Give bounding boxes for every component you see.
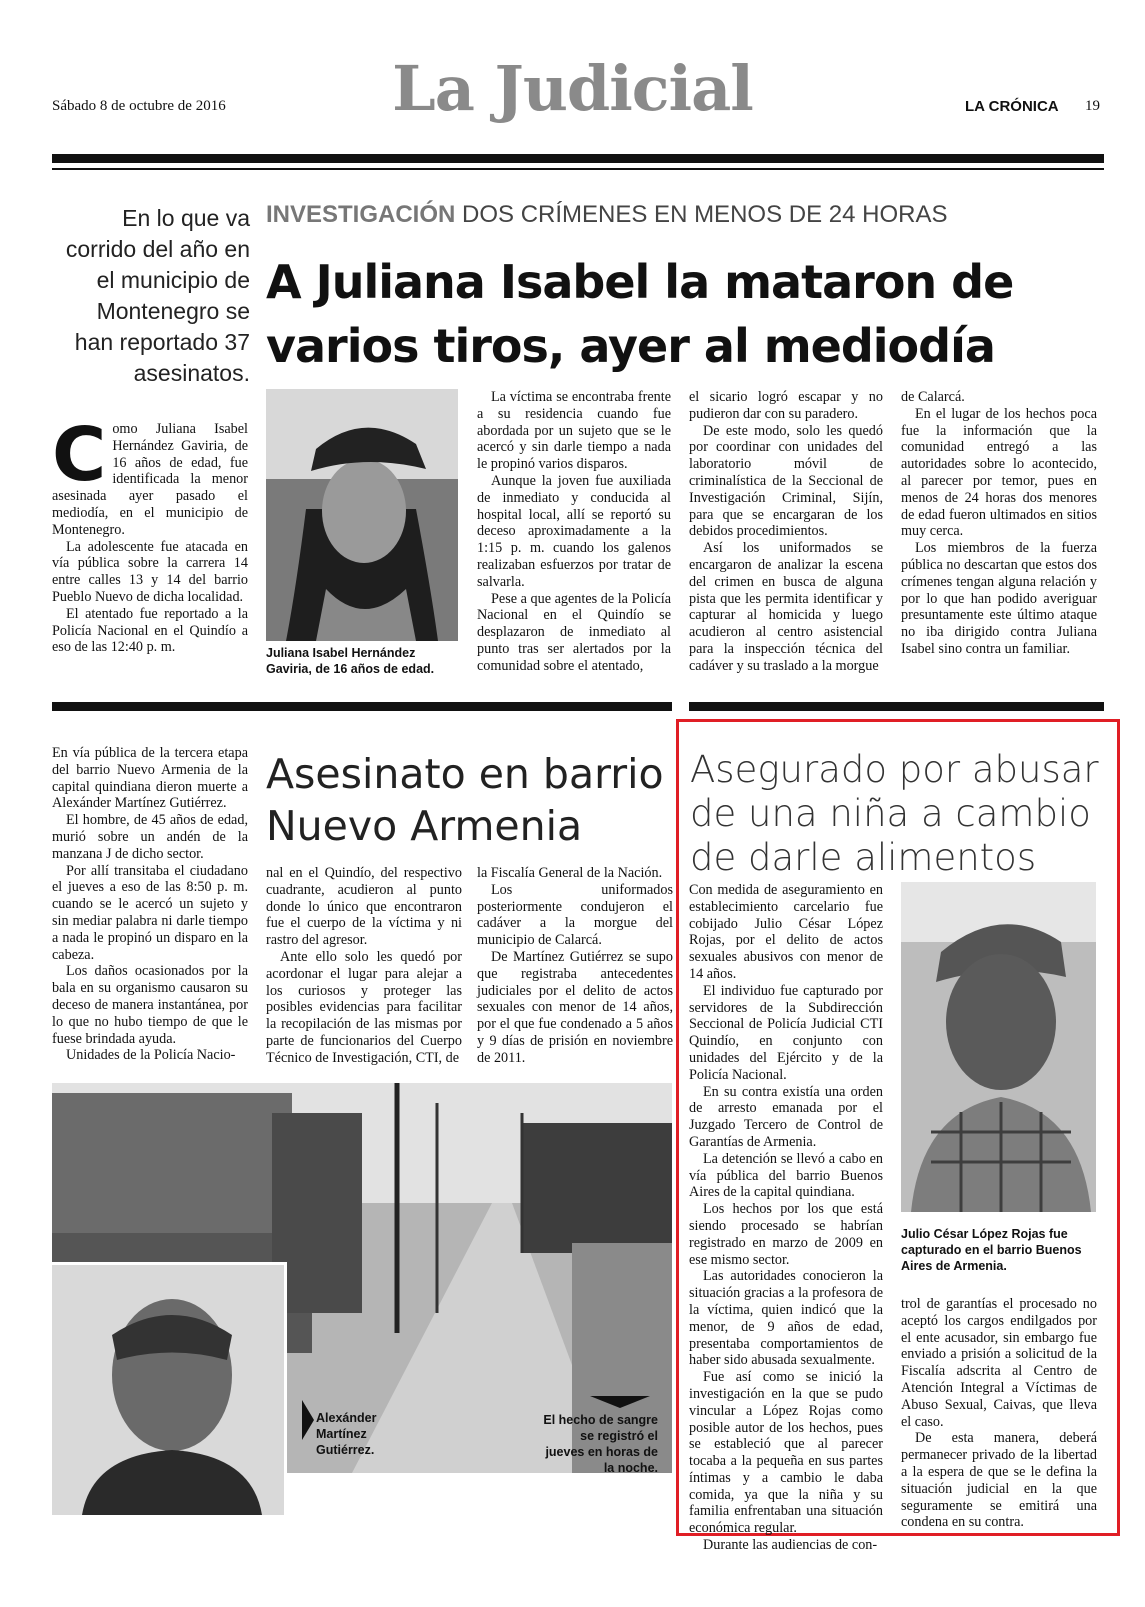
paragraph: Pese a que agentes de la Policía Nacional en el Quindío se desplazaron de inmediato al punto tras ser alertados por la comunidad sobre el atentado, <box>477 590 671 674</box>
suspect-photo-caption: Julio César López Rojas fue capturado en el barrio Buenos Aires de Armenia. <box>901 1227 1082 1273</box>
section-rule <box>52 702 672 711</box>
paragraph: Unidades de la Policía Nacio- <box>66 1047 236 1064</box>
story3-headline: Asegurado por abusar de una niña a cambio de darle alimentos <box>690 748 1099 879</box>
paragraph: omo Juliana Isabel Hernández Gaviria, de 16 años de edad, fue identificada la menor asesinada ayer pasado el mediodía, en el municipio de Montenegro. <box>52 421 248 538</box>
paragraph: Aunque la joven fue auxiliada de inmediato y conducida al hospital local, allí se reportó su deceso aproximadamente a la 1:15 p. m. cuando los galenos realizaban esfuerzos por tratar de salvarla. <box>477 472 671 590</box>
kicker <box>266 201 947 229</box>
paragraph: Fue así como se inició la investigación en la que se pudo vincular a López Rojas como posible autor de los hechos, pues se estableció que al parecer tocaba a la pequeña en sus partes íntimas y a cambio le daba comida, ya que la niña y su familia enfrentaban una situación económica regular. <box>689 1369 883 1537</box>
story3-column-2 <box>901 1296 1097 1531</box>
dropcap: C <box>52 412 107 498</box>
lead-column-5 <box>901 389 1097 658</box>
section-rule <box>689 702 1104 711</box>
paragraph: En el lugar de los hechos poca fue la información que la comunidad entregó a las autoridades sobre lo acontecido, al parecer por temor, pues en menos de 24 horas dos menores de edad fueron ultimados en sitios muy cerca. <box>901 405 1097 540</box>
paragraph: el sicario logró escapar y no pudieron dar con su paradero. <box>689 389 883 422</box>
lead-column-4 <box>689 389 883 675</box>
paragraph: El hombre, de 45 años de edad, murió sobre un andén de la manzana J de dicho sector. <box>52 812 248 862</box>
story2-column-1 <box>52 745 248 1064</box>
paragraph: El individuo fue capturado por servidores de la Subdirección Seccional de Policía Judicial CTI Quindío, en conjunto con unidades del Ejército y de la Policía Nacional. <box>689 982 883 1083</box>
paragraph: En su contra existía una orden de arresto emanada por el Juzgado Tercero de Control de Garantías de Armenia. <box>689 1083 883 1150</box>
paragraph: Durante las audiencias de con- <box>703 1537 878 1554</box>
suspect-photo <box>901 882 1096 1212</box>
victim2-caption: Alexánder Martínez Gutiérrez. <box>316 1411 377 1457</box>
paragraph: El atentado fue reportado a la Policía Nacional en el Quindío a eso de las 12:40 p. m. <box>52 605 248 656</box>
paragraph: De este modo, solo les quedó por coordinar con unidades del laboratorio móvil de criminalística de la Seccional de Investigación Criminal, Sijín, para que se encargaran de los debidos procedimientos. <box>689 422 883 540</box>
lead-column-1 <box>52 412 248 656</box>
kicker-text: DOS CRÍMENES EN MENOS DE 24 HORAS <box>462 201 948 228</box>
lead-column-3 <box>477 389 671 675</box>
story2-headline: Asesinato en barrio Nuevo Armenia <box>266 750 664 850</box>
paragraph: En vía pública de la tercera etapa del barrio Nuevo Armenia de la capital quindiana dieron muerte a Alexánder Martínez Gutiérrez. <box>52 745 248 812</box>
paragraph: La adolescente fue atacada en vía pública sobre la carrera 14 entre calles 13 y 14 del barrio Pueblo Nuevo de dicha localidad. <box>52 538 248 605</box>
paragraph: Los miembros de la fuerza pública no descartan que estos dos crímenes tengan alguna relación y por lo que han podido averiguar presuntamente este último ataque no iba dirigido contra Juliana Isabel sino contra un familiar. <box>901 540 1097 657</box>
paragraph: Así los uniformados se encargaron de analizar la escena del crimen en busca de alguna pista que les permita identificar y capturar al homicida y luego acudieron al centro asistencial para la inspección técnica del cadáver y su traslado a la morgue <box>689 540 883 674</box>
victim2-photo <box>52 1262 287 1515</box>
story3-column-1 <box>689 882 883 1554</box>
story2-column-3 <box>477 865 673 1067</box>
story2-column-2 <box>266 865 462 1067</box>
paragraph: Las autoridades conocieron la situación gracias a la profesora de la víctima, quien indicó que la menor, de 9 años de edad, presentaba comportamientos de haber sido abusada sexualmente. <box>689 1268 883 1369</box>
masthead-rule-thin <box>52 168 1104 170</box>
masthead-rule <box>52 154 1104 163</box>
masthead-date: Sábado 8 de octubre de 2016 <box>52 98 226 114</box>
newspaper-name: LA CRÓNICA <box>965 98 1059 115</box>
paragraph: De esta manera, deberá permanecer privado de la libertad a la espera de que se le defina la situación judicial en la que seguramente se emitirá una condena en su contra. <box>901 1430 1097 1531</box>
paragraph: La víctima se encontraba frente a su residencia cuando fue abordada por un sujeto que se le acercó y sin darle tiempo a nada le propinó varios disparos. <box>477 389 671 473</box>
page-number: 19 <box>1085 98 1100 114</box>
paragraph: trol de garantías el procesado no aceptó los cargos endilgados por el ente acusador, sin embargo fue enviado a prisión a solicitud de la Fiscalía adscrita al Centro de Atención Integral a Víctimas de Abuso Sexual, Caivas, que lleva el caso. <box>901 1296 1097 1430</box>
paragraph: Los uniformados posteriormente condujeron el cadáver a la morgue del municipio de Calarcá. <box>477 881 673 949</box>
victim-photo-caption: Juliana Isabel Hernández Gaviria, de 16 años de edad. <box>266 646 435 676</box>
paragraph: de Calarcá. <box>901 389 965 405</box>
paragraph: Los daños ocasionados por la bala en su organismo causaron su deceso de manera instantánea, por lo que no hubo tiempo de que le fuese brindada ayuda. <box>52 963 248 1047</box>
lead-headline: A Juliana Isabel la mataron de varios tiros, ayer al mediodía <box>266 255 1014 373</box>
paragraph: la Fiscalía General de la Nación. <box>477 865 663 881</box>
victim-photo <box>266 389 458 641</box>
paragraph: nal en el Quindío, del respectivo cuadrante, acudieron al punto donde lo único que encontraron fue el cuerpo de la víctima y ni rastro del agresor. <box>266 865 462 949</box>
paragraph: Ante ello solo les quedó por acordonar el lugar para alejar a los curiosos y proteger las posibles evidencias para facilitar la recopilación de las mismas por parte de funcionarios del Cuerpo Técnico de Investigación, CTI, de <box>266 948 462 1066</box>
scene-caption: El hecho de sangre se registró el jueves en horas de la noche. <box>543 1413 658 1475</box>
paragraph: Por allí transitaba el ciudadano el jueves a eso de las 8:50 p. m. cuando se le acercó un sujeto y sin mediar palabra ni darle tiempo a nada le propinó un disparo en la cabeza. <box>52 862 248 963</box>
paragraph: Los hechos por los que está siendo procesado se habrían registrado en marzo de 2009 en ese mismo sector. <box>689 1201 883 1268</box>
paragraph: La detención se llevó a cabo en vía pública del barrio Buenos Aires de la capital quindiana. <box>689 1150 883 1201</box>
paragraph: De Martínez Gutiérrez se supo que registraba antecedentes judiciales por el delito de actos sexuales con menor de 14 años, por el que fue condenado a 5 años y 9 días de prisión en noviembre de 2011. <box>477 948 673 1066</box>
section-title: La Judicial <box>392 52 753 125</box>
paragraph: Con medida de aseguramiento en establecimiento carcelario fue cobijado Julio César López Rojas, por el delito de actos sexuales abusivos con menor de 14 años. <box>689 882 883 982</box>
sidebar-quote: En lo que va corrido del año en el municipio de Montenegro se han reportado 37 asesinatos. <box>65 205 250 386</box>
kicker-label: INVESTIGACIÓN <box>266 201 456 228</box>
